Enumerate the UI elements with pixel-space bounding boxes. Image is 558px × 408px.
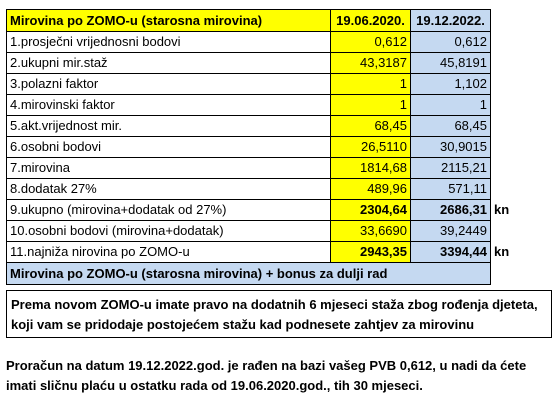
unit-kn-label: kn xyxy=(494,244,510,259)
value-2022-cell[interactable]: 68,45 xyxy=(411,116,491,137)
unit-cell xyxy=(491,137,521,158)
row-label-cell[interactable]: 11.najniža nirovina po ZOMO-u xyxy=(7,242,331,263)
value-2020-cell[interactable]: 489,96 xyxy=(331,179,411,200)
value-2022-cell[interactable]: 2686,31 xyxy=(411,200,491,221)
value-2020-cell[interactable]: 26,5110 xyxy=(331,137,411,158)
header-title-cell[interactable]: Mirovina po ZOMO-u (starosna mirovina) xyxy=(7,10,331,32)
pension-table xyxy=(6,9,521,285)
table-row xyxy=(7,74,521,95)
value-2020-cell[interactable]: 33,6690 xyxy=(331,221,411,242)
note-line: koji vam se pridodaje postojećem stažu kad podnesete zahtjev za mirovinu xyxy=(11,317,475,332)
row-label-cell[interactable]: 10.osobni bodovi (mirovina+dodatak) xyxy=(7,221,331,242)
unit-cell xyxy=(491,158,521,179)
value-2022-cell[interactable]: 30,9015 xyxy=(411,137,491,158)
unit-cell xyxy=(491,116,521,137)
note-line: Prema novom ZOMO-u imate pravo na dodatnih 6 mjeseci staža zbog rođenja djeteta, xyxy=(11,297,538,312)
value-2022-cell[interactable]: 571,11 xyxy=(411,179,491,200)
table-row xyxy=(7,221,521,242)
child-bonus-note-box[interactable] xyxy=(6,290,552,338)
value-2022-cell[interactable]: 2115,21 xyxy=(411,158,491,179)
row-label-cell[interactable]: 6.osobni bodovi xyxy=(7,137,331,158)
unit-cell xyxy=(491,95,521,116)
value-2020-cell[interactable]: 68,45 xyxy=(331,116,411,137)
unit-cell xyxy=(491,74,521,95)
row-label-cell[interactable]: 9.ukupno (mirovina+dodatak od 27%) xyxy=(7,200,331,221)
value-2022-cell[interactable]: 45,8191 xyxy=(411,53,491,74)
table-row xyxy=(7,242,521,263)
table-header-row xyxy=(7,10,521,32)
unit-cell xyxy=(491,263,521,285)
header-date-2022-cell[interactable]: 19.12.2022. xyxy=(411,10,491,32)
row-label-cell[interactable]: 4.mirovinski faktor xyxy=(7,95,331,116)
value-2022-cell[interactable]: 39,2449 xyxy=(411,221,491,242)
table-row xyxy=(7,179,521,200)
unit-kn-label: kn xyxy=(494,202,510,217)
value-2020-cell[interactable]: 1 xyxy=(331,95,411,116)
row-label-cell[interactable]: 5.akt.vrijednost mir. xyxy=(7,116,331,137)
note-line: Proračun na datum 19.12.2022.god. je rađen na bazi vašeg PVB 0,612, u nadi da ćete xyxy=(6,358,527,373)
row-label-cell[interactable]: 7.mirovina xyxy=(7,158,331,179)
table-footer-row xyxy=(7,263,521,285)
row-label-cell[interactable]: 3.polazni faktor xyxy=(7,74,331,95)
table-row xyxy=(7,32,521,53)
unit-cell xyxy=(491,221,521,242)
value-2020-cell[interactable]: 1814,68 xyxy=(331,158,411,179)
value-2020-cell[interactable]: 1 xyxy=(331,74,411,95)
value-2022-cell[interactable]: 1 xyxy=(411,95,491,116)
value-2020-cell[interactable]: 2943,35 xyxy=(331,242,411,263)
table-row xyxy=(7,137,521,158)
table-row xyxy=(7,53,521,74)
value-2020-cell[interactable]: 0,612 xyxy=(331,32,411,53)
value-2020-cell[interactable]: 43,3187 xyxy=(331,53,411,74)
value-2022-cell[interactable]: 3394,44 xyxy=(411,242,491,263)
unit-cell xyxy=(491,10,521,32)
calculation-note xyxy=(6,356,554,396)
row-label-cell[interactable]: 1.prosječni vrijednosni bodovi xyxy=(7,32,331,53)
note-line: imati sličnu plaću u ostatku rada od 19.06.2020.god., tih 30 mjeseci. xyxy=(6,378,423,393)
footer-cell[interactable]: Mirovina po ZOMO-u (starosna mirovina) + bonus za dulji rad xyxy=(7,263,491,285)
unit-cell xyxy=(491,32,521,53)
table-row xyxy=(7,200,521,221)
table-row xyxy=(7,95,521,116)
unit-cell xyxy=(491,53,521,74)
table-row xyxy=(7,158,521,179)
header-date-2020-cell[interactable]: 19.06.2020. xyxy=(331,10,411,32)
value-2020-cell[interactable]: 2304,64 xyxy=(331,200,411,221)
unit-cell xyxy=(491,179,521,200)
row-label-cell[interactable]: 8.dodatak 27% xyxy=(7,179,331,200)
row-label-cell[interactable]: 2.ukupni mir.staž xyxy=(7,53,331,74)
value-2022-cell[interactable]: 0,612 xyxy=(411,32,491,53)
value-2022-cell[interactable]: 1,102 xyxy=(411,74,491,95)
table-row xyxy=(7,116,521,137)
